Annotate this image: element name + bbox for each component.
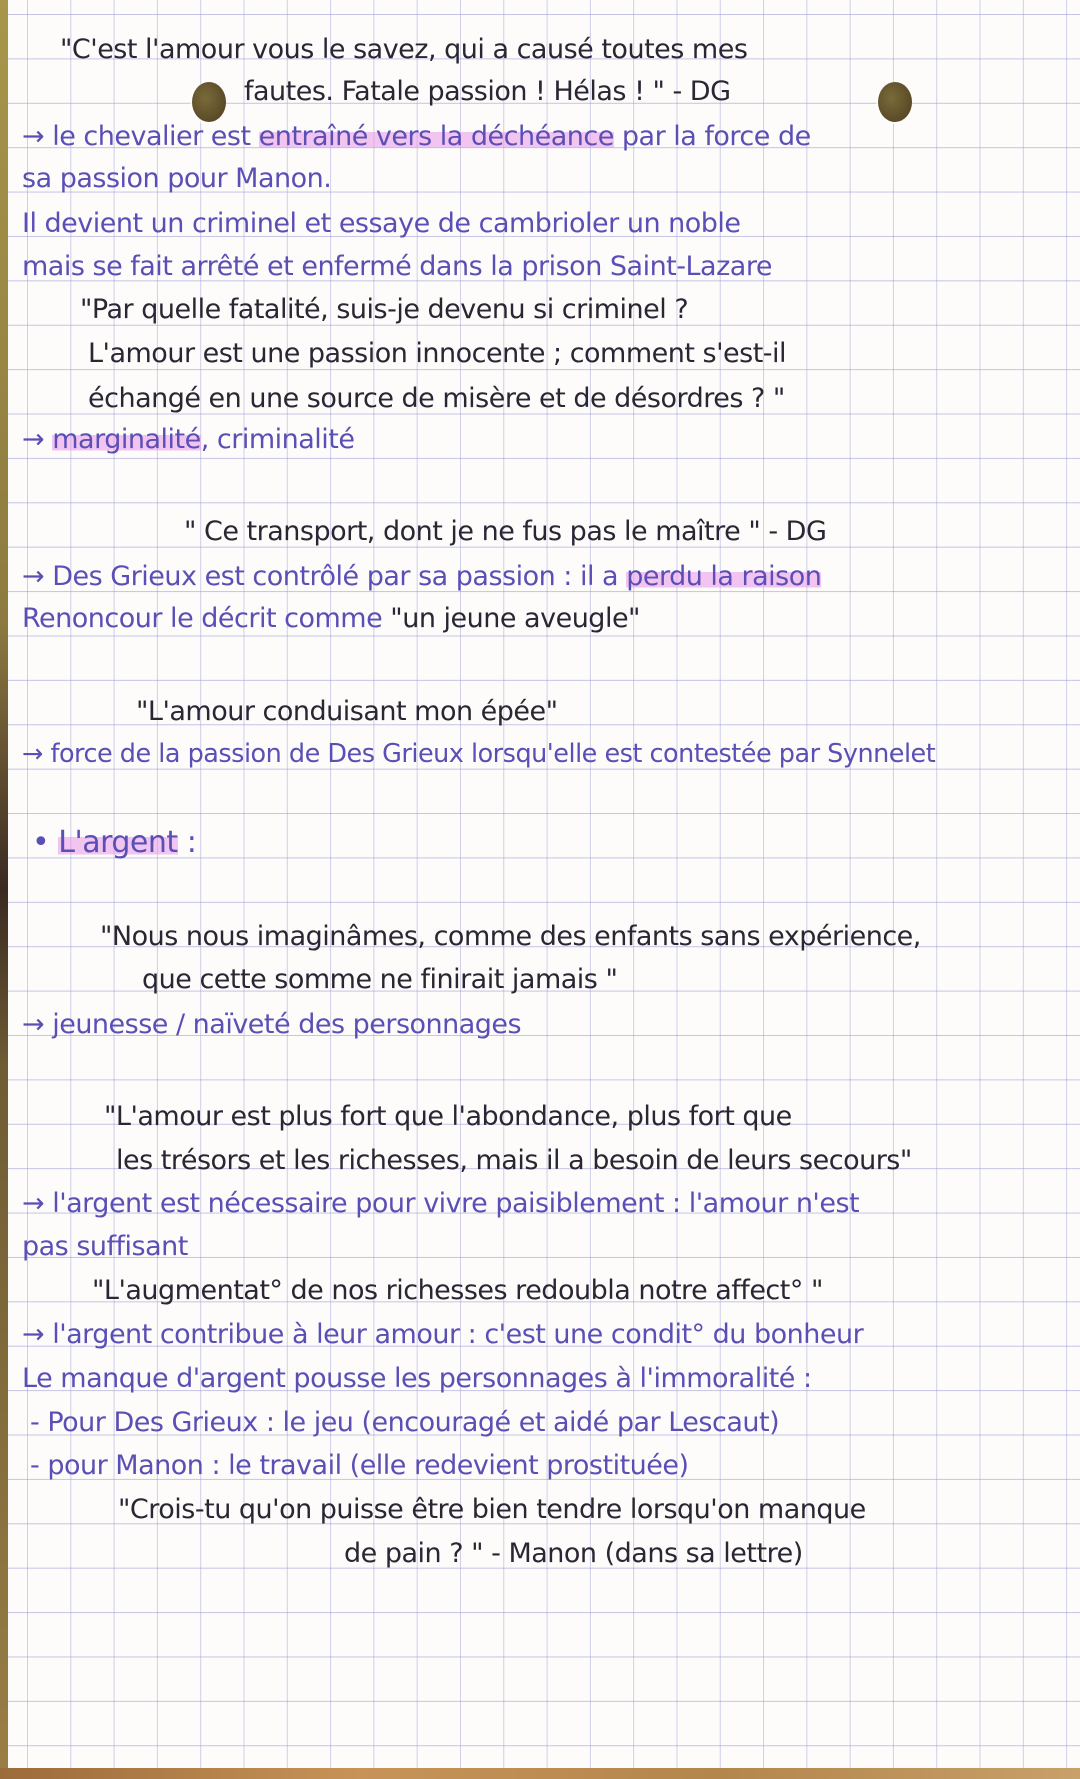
note-line xyxy=(22,120,811,154)
note-line: → force de la passion de Des Grieux lorsqu'elle est contestée par Synnelet xyxy=(22,739,936,769)
notebook-edge-left xyxy=(0,0,8,1779)
notebook-edge-bottom xyxy=(0,1768,1080,1779)
note-text: Renoncour le décrit comme xyxy=(22,603,391,634)
binder-hole-right-icon xyxy=(878,82,912,122)
highlighted-text: entraîné vers la déchéance xyxy=(258,121,614,152)
quote-line: L'amour est une passion innocente ; comment s'est-il xyxy=(88,338,787,369)
note-line: → l'argent contribue à leur amour : c'est une condit° du bonheur xyxy=(22,1319,864,1350)
note-line xyxy=(22,602,640,636)
note-text: , criminalité xyxy=(200,424,355,455)
bullet-icon: • xyxy=(32,825,59,860)
quote-line: les trésors et les richesses, mais il a besoin de leurs secours" xyxy=(116,1145,912,1176)
note-line: pas suffisant xyxy=(22,1231,188,1262)
note-text: → xyxy=(22,424,53,455)
note-line: → jeunesse / naïveté des personnages xyxy=(22,1009,522,1040)
heading-colon: : xyxy=(177,825,197,860)
note-line: mais se fait arrêté et enfermé dans la prison Saint-Lazare xyxy=(22,251,772,282)
binder-hole-left-icon xyxy=(192,82,226,122)
note-line: sa passion pour Manon. xyxy=(22,163,332,194)
quote-line: "Crois-tu qu'on puisse être bien tendre lorsqu'on manque xyxy=(118,1494,866,1525)
grid-paper-page xyxy=(8,0,1080,1768)
note-text: par la force de xyxy=(613,121,811,152)
quote-line: fautes. Fatale passion ! Hélas ! " - DG xyxy=(244,76,731,107)
quote-line: de pain ? " - Manon (dans sa lettre) xyxy=(344,1538,803,1569)
quote-line: " Ce transport, dont je ne fus pas le maître " - DG xyxy=(184,516,827,547)
section-heading-argent xyxy=(32,826,196,860)
highlighted-text: marginalité xyxy=(52,424,201,455)
note-line: Il devient un criminel et essaye de cambrioler un noble xyxy=(22,208,741,239)
quote-line: "L'amour conduisant mon épée" xyxy=(136,696,558,727)
note-line xyxy=(22,560,821,594)
note-line: Le manque d'argent pousse les personnages à l'immoralité : xyxy=(22,1363,812,1394)
quote-line: "L'amour est plus fort que l'abondance, plus fort que xyxy=(104,1101,792,1132)
note-line: → l'argent est nécessaire pour vivre paisiblement : l'amour n'est xyxy=(22,1188,860,1219)
highlighted-text: perdu la raison xyxy=(626,561,822,592)
note-line: - Pour Des Grieux : le jeu (encouragé et aidé par Lescaut) xyxy=(30,1407,780,1438)
highlighted-heading: L'argent xyxy=(58,825,178,860)
quote-line: "Nous nous imaginâmes, comme des enfants sans expérience, xyxy=(100,921,921,952)
quote-line: "C'est l'amour vous le savez, qui a causé toutes mes xyxy=(60,34,748,65)
note-line xyxy=(22,423,354,457)
note-text: → Des Grieux est contrôlé par sa passion : il a xyxy=(22,561,627,592)
note-text: → le chevalier est xyxy=(22,121,259,152)
quote-line: "Par quelle fatalité, suis-je devenu si criminel ? xyxy=(80,294,689,325)
quote-line: que cette somme ne finirait jamais " xyxy=(142,964,618,995)
quote-line: échangé en une source de misère et de désordres ? " xyxy=(88,383,785,414)
inline-quote: "un jeune aveugle" xyxy=(390,603,640,634)
note-line: - pour Manon : le travail (elle redevient prostituée) xyxy=(30,1450,689,1481)
quote-line: "L'augmentat° de nos richesses redoubla notre affect° " xyxy=(92,1275,823,1306)
